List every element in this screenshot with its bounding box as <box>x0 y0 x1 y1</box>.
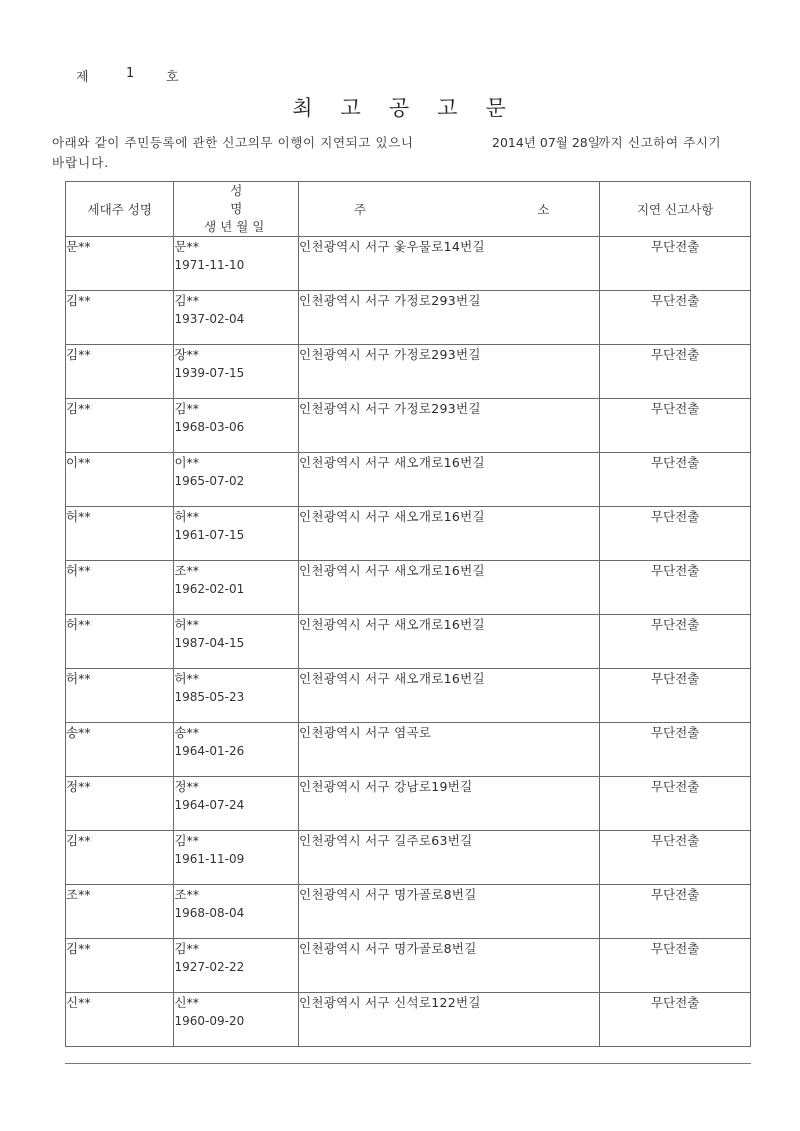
householder-cell: 이** <box>66 453 174 507</box>
householder-cell: 김** <box>66 399 174 453</box>
status-cell: 무단전출 <box>600 615 751 669</box>
table-row <box>66 777 751 831</box>
address-cell: 인천광역시 서구 명가골로8번길 <box>299 885 600 939</box>
status-cell: 무단전출 <box>600 831 751 885</box>
person-name: 문** <box>174 239 200 254</box>
person-name: 김** <box>174 293 200 308</box>
birth-date: 1987-04-15 <box>174 636 245 650</box>
person-name: 허** <box>174 617 200 632</box>
table-row <box>66 615 751 669</box>
doc-number-suffix: 호 <box>166 70 179 85</box>
notice-table <box>65 181 751 1047</box>
birth-date: 1962-02-01 <box>174 582 245 596</box>
householder-cell: 문** <box>66 237 174 291</box>
table-row <box>66 507 751 561</box>
name-dob-cell <box>174 507 299 561</box>
birth-date: 1961-07-15 <box>174 528 245 542</box>
name-dob-cell <box>174 345 299 399</box>
header-status: 지연 신고사항 <box>600 182 751 237</box>
header-dob: 생년월일 <box>204 219 269 234</box>
name-dob-cell <box>174 831 299 885</box>
header-address-so: 소 <box>537 202 550 217</box>
birth-date: 1985-05-23 <box>174 690 245 704</box>
name-dob-cell <box>174 399 299 453</box>
document-number <box>76 66 179 85</box>
address-cell: 인천광역시 서구 신석로122번길 <box>299 993 600 1047</box>
status-cell: 무단전출 <box>600 561 751 615</box>
address-cell: 인천광역시 서구 새오개로16번길 <box>299 669 600 723</box>
header-householder: 세대주 성명 <box>66 182 174 237</box>
birth-date: 1968-03-06 <box>174 420 245 434</box>
header-name: 성명 <box>230 183 287 216</box>
table-row <box>66 669 751 723</box>
table-row <box>66 939 751 993</box>
householder-cell: 허** <box>66 561 174 615</box>
person-name: 김** <box>174 833 200 848</box>
address-cell: 인천광역시 서구 새오개로16번길 <box>299 507 600 561</box>
address-cell: 인천광역시 서구 강남로19번길 <box>299 777 600 831</box>
householder-cell: 허** <box>66 507 174 561</box>
status-cell: 무단전출 <box>600 885 751 939</box>
householder-cell: 김** <box>66 345 174 399</box>
birth-date: 1968-08-04 <box>174 906 245 920</box>
householder-cell: 허** <box>66 669 174 723</box>
intro-paragraph <box>52 133 772 173</box>
person-name: 김** <box>174 401 200 416</box>
person-name: 송** <box>174 725 200 740</box>
name-dob-cell <box>174 291 299 345</box>
birth-date: 1937-02-04 <box>174 312 245 326</box>
table-row <box>66 561 751 615</box>
doc-number-prefix: 제 <box>76 70 89 85</box>
birth-date: 1964-07-24 <box>174 798 245 812</box>
householder-cell: 김** <box>66 939 174 993</box>
address-cell: 인천광역시 서구 새오개로16번길 <box>299 561 600 615</box>
birth-date: 1971-11-10 <box>174 258 245 272</box>
address-cell: 인천광역시 서구 새오개로16번길 <box>299 453 600 507</box>
address-cell: 인천광역시 서구 길주로63번길 <box>299 831 600 885</box>
title-char: 고 <box>437 96 460 120</box>
table-row <box>66 399 751 453</box>
status-cell: 무단전출 <box>600 399 751 453</box>
birth-date: 1964-01-26 <box>174 744 245 758</box>
birth-date: 1961-11-09 <box>174 852 245 866</box>
status-cell: 무단전출 <box>600 723 751 777</box>
householder-cell: 조** <box>66 885 174 939</box>
status-cell: 무단전출 <box>600 669 751 723</box>
table-row <box>66 993 751 1047</box>
bottom-rule <box>65 1063 751 1064</box>
status-cell: 무단전출 <box>600 291 751 345</box>
doc-number-value: 1 <box>126 66 135 81</box>
address-cell: 인천광역시 서구 가정로293번길 <box>299 399 600 453</box>
person-name: 신** <box>174 995 200 1010</box>
address-cell: 인천광역시 서구 염곡로 <box>299 723 600 777</box>
name-dob-cell <box>174 669 299 723</box>
title-char: 최 <box>292 96 315 120</box>
title-char: 고 <box>340 96 363 120</box>
address-cell: 인천광역시 서구 가정로293번길 <box>299 291 600 345</box>
status-cell: 무단전출 <box>600 777 751 831</box>
name-dob-cell <box>174 723 299 777</box>
table-row <box>66 831 751 885</box>
table-row <box>66 291 751 345</box>
person-name: 조** <box>174 563 200 578</box>
address-cell: 인천광역시 서구 옻우물로14번길 <box>299 237 600 291</box>
person-name: 정** <box>174 779 200 794</box>
birth-date: 1965-07-02 <box>174 474 245 488</box>
table-row <box>66 453 751 507</box>
person-name: 허** <box>174 671 200 686</box>
name-dob-cell <box>174 939 299 993</box>
person-name: 이** <box>174 455 200 470</box>
name-dob-cell <box>174 885 299 939</box>
status-cell: 무단전출 <box>600 237 751 291</box>
header-address-ja: 주 <box>354 202 367 217</box>
page-title <box>0 92 800 122</box>
householder-cell: 허** <box>66 615 174 669</box>
name-dob-cell <box>174 993 299 1047</box>
header-name-dob <box>174 182 299 237</box>
table-row <box>66 345 751 399</box>
status-cell: 무단전출 <box>600 993 751 1047</box>
status-cell: 무단전출 <box>600 345 751 399</box>
birth-date: 1960-09-20 <box>174 1014 245 1028</box>
address-cell: 인천광역시 서구 가정로293번길 <box>299 345 600 399</box>
intro-text-continued: 까지 신고하여 주시기 <box>598 135 722 150</box>
address-cell: 인천광역시 서구 명가골로8번길 <box>299 939 600 993</box>
status-cell: 무단전출 <box>600 507 751 561</box>
intro-text: 아래와 같이 주민등록에 관한 신고의무 이행이 지연되고 있으니 <box>52 135 414 150</box>
name-dob-cell <box>174 561 299 615</box>
address-cell: 인천광역시 서구 새오개로16번길 <box>299 615 600 669</box>
table-header-row <box>66 182 751 237</box>
name-dob-cell <box>174 237 299 291</box>
name-dob-cell <box>174 777 299 831</box>
person-name: 조** <box>174 887 200 902</box>
header-address <box>299 182 600 237</box>
householder-cell: 신** <box>66 993 174 1047</box>
title-char: 문 <box>485 96 508 120</box>
deadline-date: 2014년 07월 28일 <box>492 135 600 150</box>
householder-cell: 김** <box>66 831 174 885</box>
birth-date: 1927-02-22 <box>174 960 245 974</box>
status-cell: 무단전출 <box>600 939 751 993</box>
person-name: 장** <box>174 347 200 362</box>
table-row <box>66 237 751 291</box>
table-row <box>66 885 751 939</box>
name-dob-cell <box>174 615 299 669</box>
title-char: 공 <box>388 96 412 120</box>
table-row <box>66 723 751 777</box>
person-name: 김** <box>174 941 200 956</box>
status-cell: 무단전출 <box>600 453 751 507</box>
name-dob-cell <box>174 453 299 507</box>
householder-cell: 정** <box>66 777 174 831</box>
householder-cell: 김** <box>66 291 174 345</box>
householder-cell: 송** <box>66 723 174 777</box>
person-name: 허** <box>174 509 200 524</box>
birth-date: 1939-07-15 <box>174 366 245 380</box>
intro-text-end: 바랍니다. <box>52 155 110 170</box>
